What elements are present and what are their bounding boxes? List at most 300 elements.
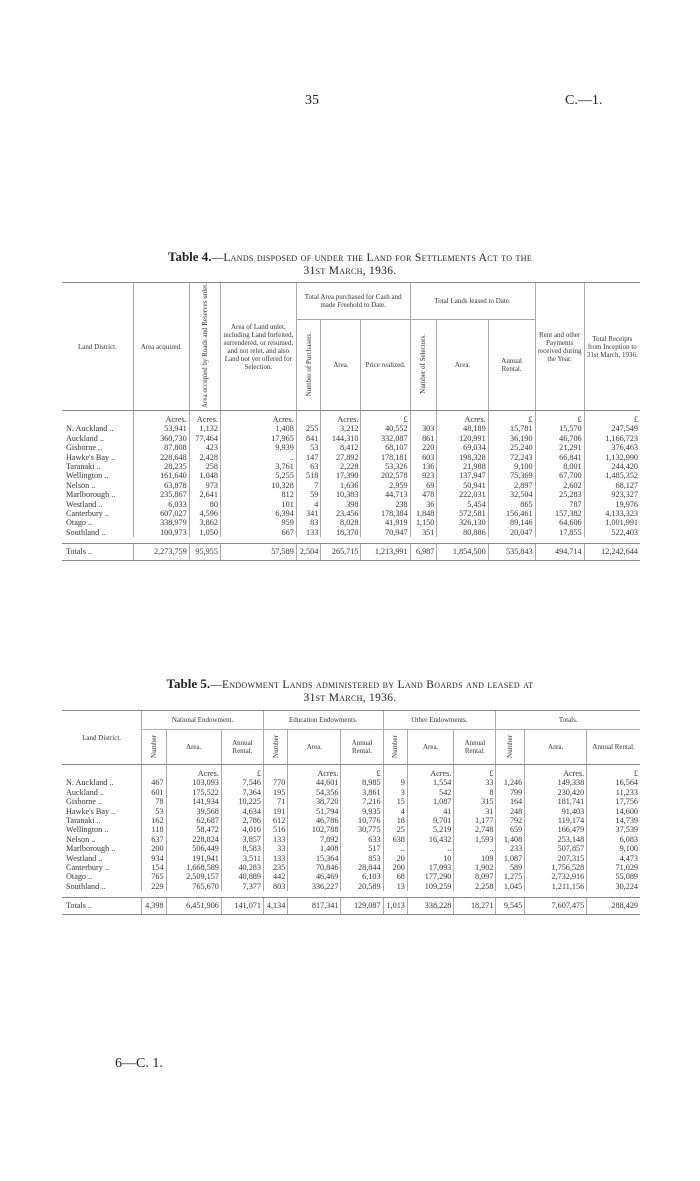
value-cell: 15 [383, 797, 407, 806]
table5-title: —Endowment Lands administered by Land Boards and leased at [210, 679, 534, 691]
total-cell: 4,398 [142, 898, 166, 914]
district-cell: Westland .. [66, 499, 103, 509]
value-cell: 607,027 [133, 509, 189, 518]
value-cell: 200 [142, 844, 166, 853]
t4-header-price: Price realized. [361, 319, 410, 410]
value-cell: 21,291 [535, 443, 584, 452]
value-cell: 9,935 [341, 807, 383, 816]
table-row [62, 835, 640, 844]
unit-cell: £ [587, 765, 640, 779]
district-cell: Nelson .. [66, 834, 96, 844]
unit-cell [142, 765, 166, 779]
unit-cell: Acres. [321, 411, 361, 425]
value-cell: 1,050 [189, 528, 220, 537]
value-cell: 72,243 [488, 453, 535, 462]
value-cell: 8,097 [454, 872, 496, 881]
t4-header-leased-rental: Annual Rental. [488, 319, 535, 410]
value-cell: 1,001,991 [584, 518, 640, 527]
unit-cell: £ [361, 411, 410, 425]
value-cell: 467 [142, 778, 166, 787]
total-cell: 4,134 [263, 898, 287, 914]
t5-header-education: Education Endowments. [263, 711, 383, 730]
value-cell: 2,228 [321, 462, 361, 471]
unit-cell: Acres. [437, 411, 488, 425]
district-cell: Gisborne .. [66, 443, 103, 453]
district-cell: Taranaki .. [66, 462, 101, 472]
value-cell: 41,919 [361, 518, 410, 527]
value-cell: 1,668,589 [166, 863, 221, 872]
table-row [62, 882, 640, 891]
value-cell: 1,166,723 [584, 434, 640, 443]
value-cell: 102,788 [288, 825, 341, 834]
value-cell: 376,463 [584, 443, 640, 452]
value-cell: 360,730 [133, 434, 189, 443]
units-label-cell [62, 411, 133, 425]
total-cell: 7,607,475 [525, 898, 587, 914]
t5-header-edu-area: Area. [288, 730, 341, 765]
total-cell: 141,071 [221, 898, 263, 914]
value-cell: 62,687 [166, 816, 221, 825]
value-cell: 8 [454, 788, 496, 797]
value-cell: 1,211,156 [525, 882, 587, 891]
value-cell: 5,454 [437, 500, 488, 509]
t5-header-other: Other Endowments. [383, 711, 496, 730]
value-cell: 315 [454, 797, 496, 806]
value-cell: 41 [407, 807, 453, 816]
value-cell: 91,403 [525, 807, 587, 816]
value-cell: 9,100 [488, 462, 535, 471]
total-cell: 129,087 [341, 898, 383, 914]
value-cell: 518 [296, 471, 321, 480]
table4-number: Table 4. [167, 249, 212, 264]
value-cell: 4 [296, 500, 321, 509]
value-cell: 3,212 [321, 424, 361, 433]
value-cell: 80,886 [437, 528, 488, 537]
unit-cell: Acres. [288, 765, 341, 779]
t4-header-leased: Total Lands leased to Date. [410, 283, 535, 320]
value-cell: 8,985 [341, 778, 383, 787]
totals-label: Totals .. [62, 544, 133, 560]
total-cell: 494,714 [535, 544, 584, 560]
value-cell: .. [407, 844, 453, 853]
value-cell: 137,947 [437, 471, 488, 480]
district-cell: Wellington .. [66, 471, 109, 481]
district-cell: Hawke's Bay .. [66, 806, 116, 816]
district-cell: Hawke's Bay .. [66, 452, 116, 462]
t4-header-leased-area: Area. [437, 319, 488, 410]
value-cell: 63,878 [133, 481, 189, 490]
value-cell: 6,103 [341, 872, 383, 881]
t5-header-tot-area: Area. [525, 730, 587, 765]
value-cell: 66,841 [535, 453, 584, 462]
district-cell: Canterbury .. [66, 863, 109, 873]
value-cell: 1,593 [454, 835, 496, 844]
t4-header-district: Land District. [62, 283, 133, 411]
total-cell: 6,451,906 [166, 898, 221, 914]
value-cell: 53 [142, 807, 166, 816]
table5-number: Table 5. [166, 676, 211, 691]
value-cell: 15,570 [535, 424, 584, 433]
value-cell: 506,449 [166, 844, 221, 853]
value-cell: 601 [142, 788, 166, 797]
value-cell: 770 [263, 778, 287, 787]
value-cell: 13 [383, 882, 407, 891]
value-cell: 7,546 [221, 778, 263, 787]
value-cell: 39,568 [166, 807, 221, 816]
units-row [62, 411, 640, 425]
value-cell: 103,093 [166, 778, 221, 787]
value-cell: 351 [410, 528, 437, 537]
value-cell: 3,511 [221, 854, 263, 863]
t4-header-receipts: Total Receipts from Inception to 31st March, 1936. [584, 283, 640, 411]
value-cell: 1,132,990 [584, 453, 640, 462]
value-cell: 517 [341, 844, 383, 853]
unit-cell: Acres. [220, 411, 296, 425]
value-cell: 120,991 [437, 434, 488, 443]
value-cell: 230,420 [525, 788, 587, 797]
unit-cell: £ [535, 411, 584, 425]
value-cell: 3 [383, 788, 407, 797]
value-cell: 787 [535, 500, 584, 509]
totals-row [62, 544, 640, 560]
value-cell: 87,808 [133, 443, 189, 452]
value-cell: 40,889 [221, 872, 263, 881]
value-cell: 161,640 [133, 471, 189, 480]
value-cell: 68,107 [361, 443, 410, 452]
value-cell: 332,087 [361, 434, 410, 443]
value-cell: 191 [263, 807, 287, 816]
table-row [62, 471, 640, 480]
value-cell: 109 [454, 854, 496, 863]
value-cell: 37,539 [587, 825, 640, 834]
table-row [62, 778, 640, 787]
table-row [62, 424, 640, 433]
value-cell: 2,959 [361, 481, 410, 490]
value-cell: 177,290 [407, 872, 453, 881]
units-row [62, 765, 640, 779]
value-cell: 162 [142, 816, 166, 825]
value-cell: 2,602 [535, 481, 584, 490]
value-cell: 30,775 [341, 825, 383, 834]
value-cell: 934 [142, 854, 166, 863]
table4-title: —Lands disposed of under the Land for Settlements Act to the [211, 252, 533, 264]
value-cell: 147 [296, 453, 321, 462]
value-cell: 48,189 [437, 424, 488, 433]
table-row [62, 854, 640, 863]
t5-header-nat-rental: Annual Rental. [221, 730, 263, 765]
value-cell: 6,394 [220, 509, 296, 518]
value-cell: 4,016 [221, 825, 263, 834]
t4-header-rent: Rent and other Payments received during the Year. [535, 283, 584, 411]
value-cell: 14,739 [587, 816, 640, 825]
value-cell: 8,001 [535, 462, 584, 471]
value-cell: 25 [383, 825, 407, 834]
value-cell: 100,973 [133, 528, 189, 537]
t5-header-nat-area: Area. [166, 730, 221, 765]
t5-header-oth-number: Number [391, 734, 400, 758]
value-cell: 10,776 [341, 816, 383, 825]
value-cell: 15,364 [288, 854, 341, 863]
value-cell: 164 [496, 797, 525, 806]
value-cell: 46,706 [535, 434, 584, 443]
value-cell: 10,225 [221, 797, 263, 806]
t5-header-tot-number: Number [506, 734, 515, 758]
total-cell: 12,242,644 [584, 544, 640, 560]
value-cell: 2,428 [189, 453, 220, 462]
document-reference: C.—1. [565, 93, 603, 108]
district-cell: Wellington .. [66, 825, 109, 835]
table-row [62, 500, 640, 509]
value-cell: 865 [488, 500, 535, 509]
unit-cell: £ [221, 765, 263, 779]
value-cell: 973 [189, 481, 220, 490]
value-cell: 53,326 [361, 462, 410, 471]
t4-header-selectors: Number of Selectors. [419, 333, 428, 394]
value-cell: 1,756,528 [525, 863, 587, 872]
value-cell: 667 [220, 528, 296, 537]
value-cell: 2,641 [189, 490, 220, 499]
value-cell: 69 [410, 481, 437, 490]
table-row [62, 797, 640, 806]
district-cell: Taranaki .. [66, 816, 101, 826]
value-cell: 44,601 [288, 778, 341, 787]
t5-header-totals: Totals. [496, 711, 640, 730]
table-row [62, 825, 640, 834]
value-cell: 17,855 [535, 528, 584, 537]
total-cell: 817,341 [288, 898, 341, 914]
value-cell: 28,235 [133, 462, 189, 471]
value-cell: 17,756 [587, 797, 640, 806]
district-cell: Marlborough .. [66, 844, 116, 854]
total-cell: 57,589 [220, 544, 296, 560]
table-row [62, 509, 640, 518]
t5-header-tot-rental: Annual Rental. [587, 730, 640, 765]
total-cell: 2,504 [296, 544, 321, 560]
value-cell: 71,029 [587, 863, 640, 872]
total-cell: 2,273,759 [133, 544, 189, 560]
value-cell: 9 [383, 778, 407, 787]
value-cell: 46,469 [288, 872, 341, 881]
total-cell: 338,228 [407, 898, 453, 914]
value-cell: 10,328 [220, 481, 296, 490]
value-cell: 202,578 [361, 471, 410, 480]
value-cell: 54,356 [288, 788, 341, 797]
value-cell: 659 [496, 825, 525, 834]
t4-header-forfeited: Area of Land unlet, including Land forfeited, surrendered, or resumed, and not relet, and also Land not yet offered for Selection. [220, 283, 296, 411]
value-cell: 16,432 [407, 835, 453, 844]
total-cell: 18,271 [454, 898, 496, 914]
value-cell: 8,583 [221, 844, 263, 853]
value-cell: 228,824 [166, 835, 221, 844]
value-cell: 5,219 [407, 825, 453, 834]
value-cell: 442 [263, 872, 287, 881]
value-cell: 149,338 [525, 778, 587, 787]
table-row [62, 872, 640, 881]
value-cell: 68 [383, 872, 407, 881]
table5-title-date: 31st March, 1936. [303, 692, 397, 704]
value-cell: 6,033 [133, 500, 189, 509]
value-cell: 178,384 [361, 509, 410, 518]
table-row [62, 453, 640, 462]
value-cell: 8,412 [321, 443, 361, 452]
district-cell: Gisborne .. [66, 797, 103, 807]
table-row [62, 863, 640, 872]
value-cell: 1,087 [496, 854, 525, 863]
value-cell: 3,857 [221, 835, 263, 844]
table4-caption [70, 250, 630, 278]
value-cell: 3,862 [189, 518, 220, 527]
value-cell: 59 [296, 490, 321, 499]
unit-cell: Acres. [407, 765, 453, 779]
table-row [62, 816, 640, 825]
value-cell: 3,761 [220, 462, 296, 471]
value-cell: 2,786 [221, 816, 263, 825]
value-cell: 1,636 [321, 481, 361, 490]
value-cell: 1,848 [410, 509, 437, 518]
value-cell: 7,377 [221, 882, 263, 891]
value-cell: 25,283 [535, 490, 584, 499]
table-row [62, 462, 640, 471]
t5-header-edu-rental: Annual Rental. [341, 730, 383, 765]
unit-cell: Acres. [166, 765, 221, 779]
value-cell: 1,177 [454, 816, 496, 825]
value-cell: 50,941 [437, 481, 488, 490]
value-cell: 118 [142, 825, 166, 834]
value-cell: 28,844 [341, 863, 383, 872]
table-row [62, 844, 640, 853]
value-cell: 80 [189, 500, 220, 509]
unit-cell: £ [454, 765, 496, 779]
value-cell: 7,216 [341, 797, 383, 806]
value-cell: 18 [383, 816, 407, 825]
value-cell: 923,327 [584, 490, 640, 499]
value-cell: 166,479 [525, 825, 587, 834]
value-cell: 36 [410, 500, 437, 509]
value-cell: 861 [410, 434, 437, 443]
value-cell: 38,720 [288, 797, 341, 806]
value-cell: 20,047 [488, 528, 535, 537]
value-cell: 207,315 [525, 854, 587, 863]
value-cell: 89,146 [488, 518, 535, 527]
t4-header-roads: Area occupied by Roads and Reserves unlet. [200, 283, 209, 408]
value-cell: 40,552 [361, 424, 410, 433]
value-cell: 23,456 [321, 509, 361, 518]
value-cell: 9,939 [220, 443, 296, 452]
value-cell: 336,227 [288, 882, 341, 891]
value-cell: 542 [407, 788, 453, 797]
table-row [62, 481, 640, 490]
value-cell: 9,701 [407, 816, 453, 825]
value-cell: 156,461 [488, 509, 535, 518]
value-cell: 33 [263, 844, 287, 853]
page-footer: 6—C. 1. [115, 1056, 163, 1071]
value-cell: 6,083 [587, 835, 640, 844]
value-cell: 1,408 [220, 424, 296, 433]
value-cell: 10,383 [321, 490, 361, 499]
value-cell: 157,382 [535, 509, 584, 518]
value-cell: 55,089 [587, 872, 640, 881]
value-cell: 516 [263, 825, 287, 834]
value-cell: 33 [454, 778, 496, 787]
unit-cell: £ [488, 411, 535, 425]
value-cell: 20 [383, 854, 407, 863]
district-cell: Otago .. [66, 518, 93, 528]
table-row [62, 788, 640, 797]
value-cell: .. [454, 844, 496, 853]
value-cell: 17,093 [407, 863, 453, 872]
value-cell: 53 [296, 443, 321, 452]
value-cell: 20,589 [341, 882, 383, 891]
value-cell: 68,127 [584, 481, 640, 490]
value-cell: 765,670 [166, 882, 221, 891]
value-cell: 7 [296, 481, 321, 490]
value-cell: 244,420 [584, 462, 640, 471]
total-cell: 6,987 [410, 544, 437, 560]
table-row [62, 807, 640, 816]
value-cell: 220 [410, 443, 437, 452]
value-cell: 71 [263, 797, 287, 806]
value-cell: 2,897 [488, 481, 535, 490]
value-cell: 200 [383, 863, 407, 872]
totals-label: Totals .. [62, 898, 142, 914]
value-cell: 1,045 [496, 882, 525, 891]
value-cell: 25,240 [488, 443, 535, 452]
value-cell: 1,902 [454, 863, 496, 872]
table-row [62, 490, 640, 499]
value-cell: 603 [410, 453, 437, 462]
total-cell: 265,715 [321, 544, 361, 560]
value-cell: 64,606 [535, 518, 584, 527]
district-cell: Marlborough .. [66, 490, 116, 500]
value-cell: 70,846 [288, 863, 341, 872]
value-cell: 4 [383, 807, 407, 816]
t5-header-oth-rental: Annual Rental. [454, 730, 496, 765]
value-cell: 841 [296, 434, 321, 443]
value-cell: 258 [189, 462, 220, 471]
value-cell: 9,100 [587, 844, 640, 853]
value-cell: 633 [341, 835, 383, 844]
value-cell: 792 [496, 816, 525, 825]
value-cell: 36,190 [488, 434, 535, 443]
value-cell: 853 [341, 854, 383, 863]
value-cell: 799 [496, 788, 525, 797]
value-cell: 83 [296, 518, 321, 527]
t5-header-oth-area: Area. [407, 730, 453, 765]
value-cell: 21,988 [437, 462, 488, 471]
t4-header-purchased: Total Area purchased for Cash and made Freehold to Date. [296, 283, 410, 320]
value-cell: 58,472 [166, 825, 221, 834]
value-cell: 812 [220, 490, 296, 499]
value-cell: 803 [263, 882, 287, 891]
value-cell: 154 [142, 863, 166, 872]
value-cell: 53,941 [133, 424, 189, 433]
value-cell: 3,861 [341, 788, 383, 797]
value-cell: 589 [496, 863, 525, 872]
value-cell: 1,408 [288, 844, 341, 853]
value-cell: 238 [361, 500, 410, 509]
value-cell: 222,031 [437, 490, 488, 499]
value-cell: 303 [410, 424, 437, 433]
value-cell: 32,504 [488, 490, 535, 499]
value-cell: 195 [263, 788, 287, 797]
value-cell: 133 [263, 854, 287, 863]
district-cell: Westland .. [66, 853, 103, 863]
value-cell: 522,403 [584, 528, 640, 537]
district-cell: Southland .. [66, 881, 106, 891]
value-cell: 141,934 [166, 797, 221, 806]
t5-header-edu-number: Number [271, 734, 280, 758]
district-cell: Nelson .. [66, 480, 96, 490]
